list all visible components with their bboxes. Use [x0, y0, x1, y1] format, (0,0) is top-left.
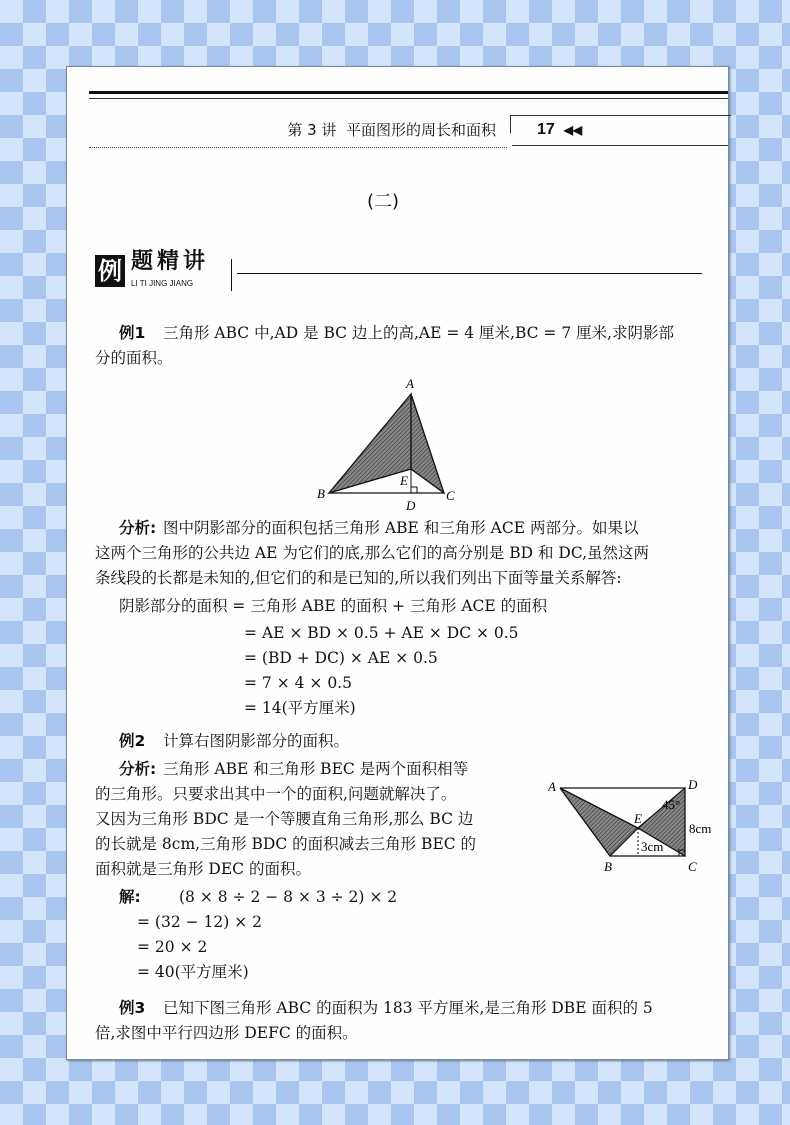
analysis-line: 的三角形。只要求出其中一个的面积,问题就解决了。	[95, 785, 457, 803]
ex2-label: 例2	[119, 732, 146, 750]
dotted-divider	[89, 147, 507, 148]
ex3-line: 倍,求图中平行四边形 DEFC 的面积。	[95, 1024, 358, 1042]
ex1-line: 分的面积。	[95, 349, 173, 367]
label-b: B	[317, 486, 325, 501]
example-badge-icon: 例	[95, 255, 125, 287]
equation-line: = AE × BD × 0.5 + AE × DC × 0.5	[244, 624, 519, 642]
solution-line: = 40(平方厘米)	[137, 963, 249, 981]
label-b: B	[604, 859, 612, 874]
banner-title: 题精讲	[131, 249, 210, 274]
ex1-label: 例1	[119, 324, 146, 342]
label-d: D	[406, 498, 416, 513]
solution-line: = 20 × 2	[137, 938, 208, 956]
side-label: 8cm	[689, 821, 712, 836]
label-e: E	[400, 473, 408, 488]
analysis-line: 三角形 ABE 和三角形 BEC 是两个面积相等	[163, 760, 469, 778]
ex1-figure	[317, 372, 457, 517]
label-a: A	[406, 376, 414, 391]
equation-line: 阴影部分的面积 = 三角形 ABE 的面积 + 三角形 ACE 的面积	[119, 597, 548, 615]
page-number	[537, 120, 582, 140]
shaded-triangle-ace	[411, 394, 444, 493]
ex2-figure	[548, 775, 726, 875]
analysis-line: 面积就是三角形 DEC 的面积。	[95, 860, 311, 878]
height-label: 3cm	[641, 839, 664, 854]
label-c: C	[446, 488, 455, 503]
shaded-triangle-abe	[329, 394, 411, 493]
textbook-page	[66, 66, 729, 1060]
analysis-line: 这两个三角形的公共边 AE 为它们的底,那么它们的高分别是 BD 和 DC,虽然这两	[95, 544, 650, 562]
banner-rule	[237, 273, 702, 274]
ex1-line: 三角形 ABC 中,AD 是 BC 边上的高,AE = 4 厘米,BC = 7 厘米,求阴影部	[163, 324, 675, 342]
right-angle-mark	[411, 487, 417, 493]
equation-line: = 14(平方厘米)	[244, 699, 356, 717]
analysis-line: 图中阴影部分的面积包括三角形 ABE 和三角形 ACE 两部分。如果以	[163, 519, 639, 537]
banner-subtitle: LI TI JING JIANG	[131, 279, 194, 288]
shaded-triangle-abe	[560, 788, 638, 856]
section-title: (二)	[367, 191, 400, 212]
analysis-label: 分析:	[119, 519, 157, 537]
banner-divider	[231, 259, 232, 291]
label-d: D	[688, 777, 698, 792]
analysis-line: 又因为三角形 BDC 是一个等腰直角三角形,那么 BC 边	[95, 810, 474, 828]
label-c: C	[688, 859, 697, 874]
solution-line: = (32 − 12) × 2	[137, 913, 262, 931]
header-rule	[89, 91, 728, 94]
label-e: E	[634, 811, 642, 826]
ex2-question: 计算右图阴影部分的面积。	[163, 732, 350, 750]
label-a: A	[548, 779, 556, 794]
ex3-line: 已知下图三角形 ABC 的面积为 183 平方厘米,是三角形 DBE 面积的 5	[163, 999, 653, 1017]
analysis-line: 的长就是 8cm,三角形 BDC 的面积减去三角形 BEC 的	[95, 835, 477, 853]
angle-label: 45°	[662, 797, 681, 812]
solution-label: 解:	[119, 888, 141, 906]
chapter-title: 第 3 讲 平面图形的周长和面积	[287, 121, 496, 139]
header-rule-thin	[89, 98, 728, 99]
analysis-label: 分析:	[119, 760, 157, 778]
analysis-line: 条线段的长都是未知的,但它们的和是已知的,所以我们列出下面等量关系解答:	[95, 569, 622, 587]
tab-underline	[512, 145, 728, 146]
equation-line: = (BD + DC) × AE × 0.5	[244, 649, 438, 667]
solution-line: (8 × 8 ÷ 2 − 8 × 3 ÷ 2) × 2	[179, 888, 398, 906]
double-arrow-icon: ◀◀	[563, 123, 583, 137]
page-number-value: 17	[537, 121, 555, 138]
ex3-label: 例3	[119, 999, 146, 1017]
equation-line: = 7 × 4 × 0.5	[244, 674, 352, 692]
